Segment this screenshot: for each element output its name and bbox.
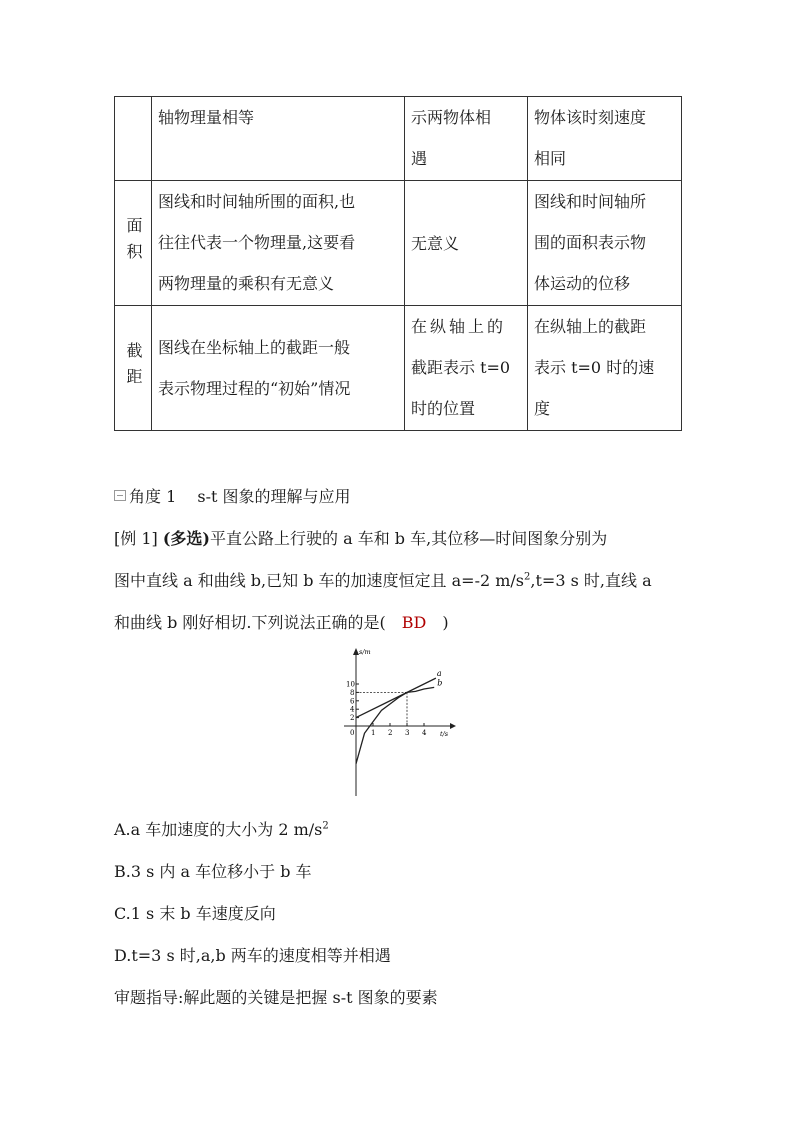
- example-line-1: [114, 526, 607, 549]
- x-tick-label: 4: [422, 729, 427, 737]
- cell-line: 物体该时刻速度: [534, 108, 647, 127]
- multi-choice-tag: (多选): [162, 529, 210, 548]
- y-axis-label: s/m: [359, 648, 371, 656]
- option-d: [114, 943, 391, 966]
- table-cell: [528, 97, 682, 181]
- table-cell: [405, 97, 528, 181]
- cell-line: 时的位置: [411, 399, 476, 418]
- st-graph: [336, 646, 456, 798]
- option-text: B.3 s 内 a 车位移小于 b 车: [114, 862, 312, 881]
- row-header-text: 截距: [124, 342, 143, 394]
- row-header: [115, 97, 152, 181]
- answer: BD: [401, 613, 427, 632]
- example-text: 图中直线 a 和曲线 b,已知 b 车的加速度恒定且 a=-2 m/s: [114, 571, 525, 590]
- option-text: D.t=3 s 时,a,b 两车的速度相等并相遇: [114, 946, 391, 965]
- cell-line: 轴物理量相等: [158, 108, 255, 127]
- example-line-2: [114, 568, 652, 591]
- cell-line: 图线和时间轴所: [534, 192, 647, 211]
- example-line-3: [114, 610, 449, 633]
- cell-line: 围的面积表示物: [534, 233, 647, 252]
- example-text: 平直公路上行驶的 a 车和 b 车,其位移—时间图象分别为: [210, 529, 608, 548]
- cell-line: 表示 t=0 时的速: [534, 358, 655, 377]
- x-tick-label: 1: [371, 729, 376, 737]
- option-text: C.1 s 末 b 车速度反向: [114, 904, 276, 923]
- guide-text: [114, 985, 438, 1008]
- y-tick-label: 6: [350, 697, 355, 706]
- table-row: [115, 306, 682, 431]
- cell-line: 相同: [534, 149, 567, 168]
- x-axis-arrow: [450, 723, 456, 729]
- line-a: [356, 678, 436, 717]
- option-c: [114, 901, 276, 924]
- table-cell: [405, 306, 528, 431]
- table-cell: [405, 181, 528, 306]
- superscript: 2: [322, 820, 329, 832]
- example-tag: [例 1]: [114, 529, 163, 548]
- cell-line: 往往代表一个物理量,这要看: [158, 233, 356, 252]
- section-title: 角度 1 s-t 图象的理解与应用: [129, 487, 351, 506]
- cell-line: 图线和时间轴所围的面积,也: [158, 192, 356, 211]
- cell-line: 遇: [411, 149, 428, 168]
- option-b: [114, 859, 312, 882]
- superscript: 2: [524, 571, 531, 583]
- table-row: [115, 97, 682, 181]
- y-tick-label: 2: [350, 714, 355, 723]
- section-marker-icon: [114, 490, 126, 501]
- cell-line: 在纵轴上的: [411, 317, 507, 336]
- cell-line: 两物理量的乘积有无意义: [158, 274, 335, 293]
- cell-line: 在纵轴上的截距: [534, 317, 647, 336]
- cell-line: 度: [534, 399, 551, 418]
- y-tick-label: 8: [350, 688, 355, 697]
- section-heading: [114, 484, 351, 507]
- x-tick-label: 3: [405, 729, 410, 737]
- table-cell: [152, 306, 405, 431]
- row-header-intercept: [115, 306, 152, 431]
- example-text: ): [426, 613, 449, 632]
- example-text: 和曲线 b 刚好相切.下列说法正确的是(: [114, 613, 402, 632]
- cell-line: 示两物体相: [411, 108, 492, 127]
- guide-line: 审题指导:解此题的关键是把握 s-t 图象的要素: [114, 988, 438, 1007]
- x-tick-label: 2: [388, 729, 393, 737]
- series-label-b: b: [437, 678, 443, 688]
- cell-line: 无意义: [411, 233, 460, 253]
- x-axis-label: t/s: [440, 730, 449, 738]
- option-text: A.a 车加速度的大小为 2 m/s: [114, 820, 323, 839]
- cell-line: 截距表示 t=0: [411, 358, 511, 377]
- series-label-a: a: [436, 669, 442, 679]
- table-cell: [152, 181, 405, 306]
- cell-line: 体运动的位移: [534, 274, 631, 293]
- table-cell: [528, 306, 682, 431]
- cell-line: 表示物理过程的“初始”情况: [158, 379, 351, 398]
- option-a: [114, 817, 329, 840]
- y-tick-label: 4: [350, 705, 355, 714]
- row-header-text: 面积: [124, 217, 143, 269]
- row-header-area: [115, 181, 152, 306]
- comparison-table: [114, 96, 682, 431]
- table-cell: [152, 97, 405, 181]
- table-cell: [528, 181, 682, 306]
- x-tick-label: 0: [350, 729, 355, 737]
- example-text: ,t=3 s 时,直线 a: [530, 571, 652, 590]
- cell-line: 图线在坐标轴上的截距一般: [158, 338, 351, 357]
- y-tick-label: 10: [346, 680, 355, 689]
- table-row: [115, 181, 682, 306]
